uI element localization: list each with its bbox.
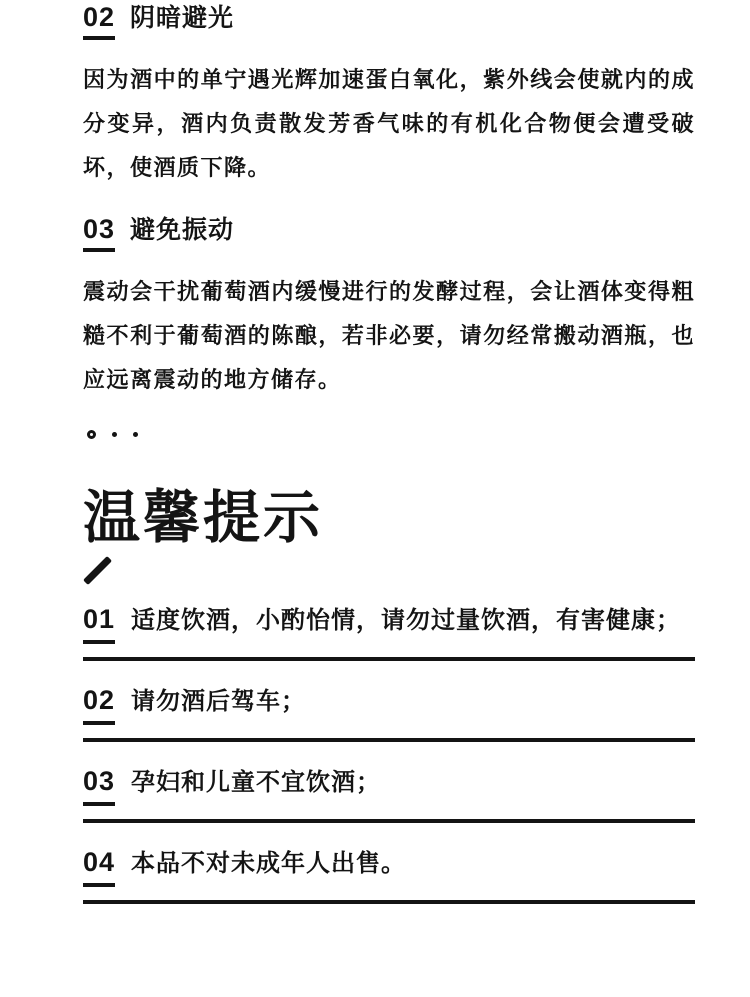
tip-number: 02 xyxy=(83,682,115,725)
tip-text: 适度饮酒，小酌怡情，请勿过量饮酒，有害健康； xyxy=(131,607,682,634)
section-body-text: 因为酒中的单宁遇光辉加速蛋白氧化，紫外线会使就内的成分变异，酒内负责散发芳香气味的有机化合物便会遭受破坏，使酒质下降。 xyxy=(83,67,695,180)
tip-text: 孕妇和儿童不宜饮酒； xyxy=(131,769,382,796)
section-title: 阴暗避光 xyxy=(130,4,235,32)
tips-title: 温馨提示 xyxy=(83,486,323,550)
tip-text: 本品不对未成年人出售。 xyxy=(131,850,407,877)
section-number: 03 xyxy=(83,214,115,252)
section-body-text: 震动会干扰葡萄酒内缓慢进行的发酵过程，会让酒体变得粗糙不利于葡萄酒的陈酿，若非必要，请勿经常搬动酒瓶，也应远离震动的地方储存。 xyxy=(83,279,695,392)
dots-divider xyxy=(83,426,695,442)
product-description-page xyxy=(83,0,695,904)
tip-item xyxy=(83,763,695,823)
tip-number: 01 xyxy=(83,601,115,644)
section-title: 避免振动 xyxy=(130,216,235,244)
solid-dot-icon xyxy=(112,432,117,437)
tip-text: 请勿酒后驾车； xyxy=(131,688,307,715)
section-number: 02 xyxy=(83,2,115,40)
ring-dot-icon xyxy=(87,430,96,439)
section-heading xyxy=(83,214,695,252)
tip-number: 04 xyxy=(83,844,115,887)
tip-item xyxy=(83,844,695,904)
solid-dot-icon xyxy=(133,432,138,437)
storage-section-vibration xyxy=(83,214,695,402)
storage-section-dark xyxy=(83,2,695,190)
slash-icon xyxy=(83,556,112,585)
tip-item xyxy=(83,601,695,661)
tip-number: 03 xyxy=(83,763,115,806)
tip-item xyxy=(83,682,695,742)
section-heading xyxy=(83,2,695,40)
tips-list xyxy=(83,601,695,904)
